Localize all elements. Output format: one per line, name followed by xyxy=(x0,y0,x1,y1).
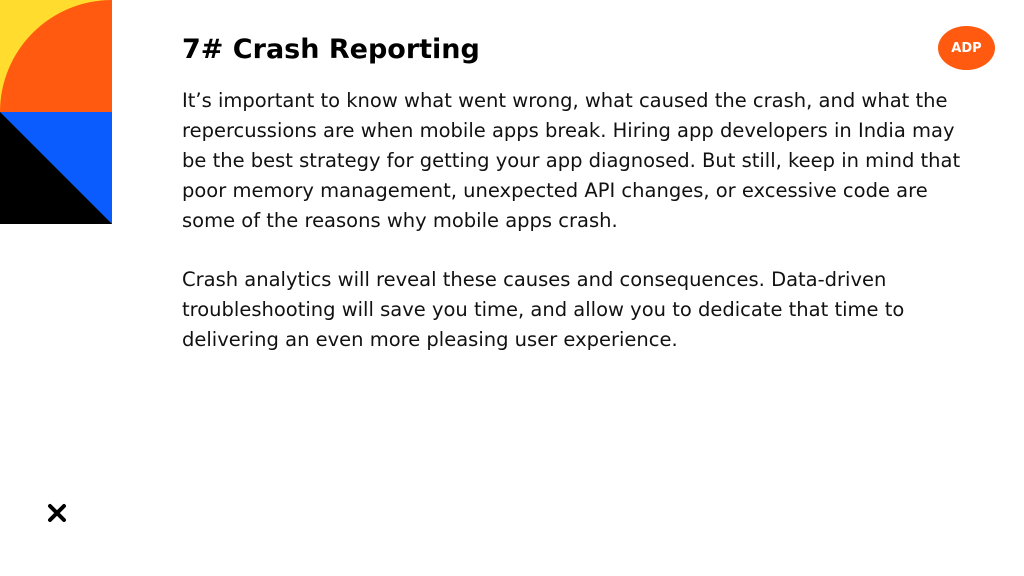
close-icon-glyph xyxy=(44,500,70,526)
slide-body xyxy=(182,86,982,355)
corner-decoration-shapes xyxy=(0,0,112,224)
body-paragraph-2: Crash analytics will reveal these causes and consequences. Data-driven troubleshooting will save you time, and allow you to dedicate that time to delivering an even more pleasing user experience. xyxy=(182,268,905,351)
body-paragraph-1: It’s important to know what went wrong, what caused the crash, and what the repercussions are when mobile apps break. Hiring app developers in India may be the best strategy for getting your app diagnosed. But still, keep in mind that poor memory management, unexpected API changes, or excessive code are some of the reasons why mobile apps crash. xyxy=(182,89,961,232)
adp-logo: ADP xyxy=(938,26,995,70)
slide-title: 7# Crash Reporting xyxy=(182,34,480,65)
corner-decoration xyxy=(0,0,112,224)
close-icon[interactable] xyxy=(44,500,70,526)
